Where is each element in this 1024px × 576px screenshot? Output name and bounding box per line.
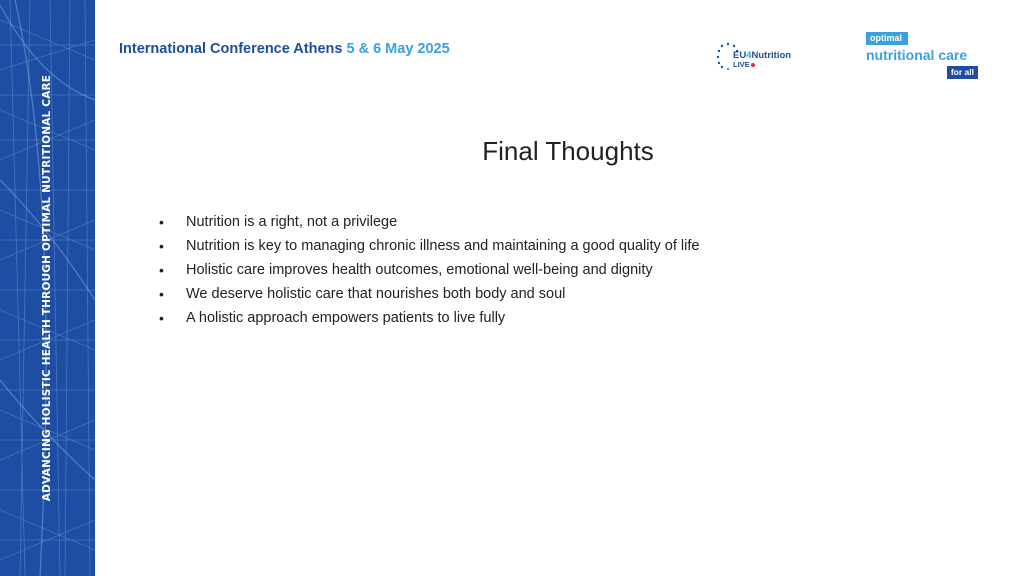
bullet-icon: • <box>159 310 164 326</box>
list-item <box>156 282 699 306</box>
bullet-text: A holistic approach empowers patients to live fully <box>186 310 506 326</box>
list-item <box>156 258 699 282</box>
optimal-nutritional-care-logo <box>866 32 982 82</box>
eu-number: 4 <box>746 50 752 61</box>
conference-name: International Conference Athens <box>119 41 343 57</box>
conference-header <box>119 41 450 57</box>
bullet-text: Nutrition is a right, not a privilege <box>186 214 398 230</box>
bullet-text: Nutrition is key to managing chronic illness and maintaining a good quality of life <box>186 238 700 254</box>
list-item <box>156 306 699 330</box>
bullet-text: We deserve holistic care that nourishes both body and soul <box>186 286 566 302</box>
eu-suffix: Nutrition <box>751 50 792 61</box>
eu-prefix: EU <box>733 50 747 61</box>
logo-optimal-tag: optimal <box>866 32 908 45</box>
eu-live-label <box>733 60 755 69</box>
eu4nutrition-logo <box>716 42 816 72</box>
bullet-icon: • <box>159 214 164 230</box>
live-dot-icon <box>751 63 755 67</box>
bullet-text: Holistic care improves health outcomes, emotional well-being and dignity <box>186 262 653 278</box>
sidebar-vertical-tagline: ADVANCING HOLISTIC HEALTH THROUGH OPTIMAL NUTRITIONAL CARE <box>41 74 53 502</box>
bullet-icon: • <box>159 262 164 278</box>
live-text: LIVE <box>733 60 750 69</box>
bullet-list <box>156 210 699 330</box>
list-item <box>156 210 699 234</box>
logo-for-all-tag: for all <box>947 66 978 79</box>
bullet-icon: • <box>159 238 164 254</box>
list-item <box>156 234 699 258</box>
bullet-icon: • <box>159 286 164 302</box>
sidebar-map-banner <box>0 0 95 576</box>
conference-dates: 5 & 6 May 2025 <box>346 41 450 57</box>
logo-nutritional-care-text: nutritional care <box>866 47 968 63</box>
slide-title: Final Thoughts <box>482 136 654 166</box>
